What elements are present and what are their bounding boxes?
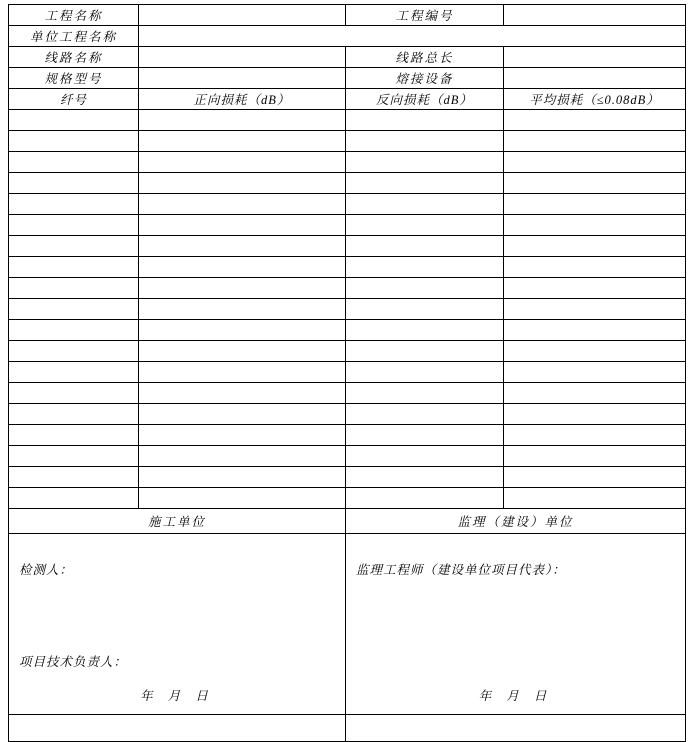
cell-reverse-loss[interactable] xyxy=(346,320,504,341)
label-spec-model: 规格型号 xyxy=(9,68,139,89)
cell-fiber-number[interactable] xyxy=(9,257,139,278)
label-line-name: 线路名称 xyxy=(9,47,139,68)
cell-fiber-number[interactable] xyxy=(9,425,139,446)
cell-forward-loss[interactable] xyxy=(139,236,346,257)
cell-fiber-number[interactable] xyxy=(9,173,139,194)
signature-title-construction-unit: 施工单位 xyxy=(9,509,346,534)
cell-forward-loss[interactable] xyxy=(139,278,346,299)
cell-fiber-number[interactable] xyxy=(9,488,139,509)
table-row xyxy=(9,131,686,152)
label-project-number: 工程编号 xyxy=(346,5,504,26)
field-line-name[interactable] xyxy=(139,47,346,68)
field-project-number[interactable] xyxy=(504,5,686,26)
signature-inner-right xyxy=(346,534,685,714)
cell-reverse-loss[interactable] xyxy=(346,446,504,467)
cell-average-loss[interactable] xyxy=(504,215,686,236)
cell-forward-loss[interactable] xyxy=(139,131,346,152)
table-row xyxy=(9,446,686,467)
cell-average-loss[interactable] xyxy=(504,467,686,488)
cell-average-loss[interactable] xyxy=(504,257,686,278)
cell-average-loss[interactable] xyxy=(504,446,686,467)
label-inspector: 检测人： xyxy=(19,563,74,577)
cell-average-loss[interactable] xyxy=(504,488,686,509)
cell-forward-loss[interactable] xyxy=(139,299,346,320)
cell-reverse-loss[interactable] xyxy=(346,110,504,131)
cell-reverse-loss[interactable] xyxy=(346,425,504,446)
header-forward-loss: 正向损耗（dB） xyxy=(139,89,346,110)
header-average-loss: 平均损耗（≤0.08dB） xyxy=(504,89,686,110)
table-body xyxy=(9,5,686,742)
cell-reverse-loss[interactable] xyxy=(346,467,504,488)
table-row xyxy=(9,404,686,425)
table-row xyxy=(9,215,686,236)
table-row xyxy=(9,257,686,278)
cell-fiber-number[interactable] xyxy=(9,278,139,299)
cell-fiber-number[interactable] xyxy=(9,362,139,383)
cell-average-loss[interactable] xyxy=(504,152,686,173)
date-line-left: 年 月 日 xyxy=(140,689,214,703)
cell-average-loss[interactable] xyxy=(504,131,686,152)
info-row-spec-model xyxy=(9,68,686,89)
cell-reverse-loss[interactable] xyxy=(346,404,504,425)
cell-average-loss[interactable] xyxy=(504,320,686,341)
field-unit-project-name[interactable] xyxy=(139,26,686,47)
table-row xyxy=(9,425,686,446)
cell-fiber-number[interactable] xyxy=(9,404,139,425)
cell-forward-loss[interactable] xyxy=(139,194,346,215)
cell-average-loss[interactable] xyxy=(504,341,686,362)
cell-forward-loss[interactable] xyxy=(139,215,346,236)
cell-average-loss[interactable] xyxy=(504,278,686,299)
signature-block-construction[interactable] xyxy=(9,534,346,715)
cell-fiber-number[interactable] xyxy=(9,341,139,362)
cell-average-loss[interactable] xyxy=(504,404,686,425)
signature-inner-left xyxy=(9,534,345,714)
cell-fiber-number[interactable] xyxy=(9,194,139,215)
header-reverse-loss: 反向损耗（dB） xyxy=(346,89,504,110)
footer-row xyxy=(9,715,686,742)
table-header-row xyxy=(9,89,686,110)
field-spec-model[interactable] xyxy=(139,68,346,89)
cell-reverse-loss[interactable] xyxy=(346,488,504,509)
label-line-length: 线路总长 xyxy=(346,47,504,68)
cell-average-loss[interactable] xyxy=(504,383,686,404)
footer-cell-right xyxy=(346,715,686,742)
label-technical-manager: 项目技术负责人： xyxy=(19,655,128,669)
cell-reverse-loss[interactable] xyxy=(346,278,504,299)
cell-fiber-number[interactable] xyxy=(9,215,139,236)
cell-forward-loss[interactable] xyxy=(139,404,346,425)
cell-reverse-loss[interactable] xyxy=(346,173,504,194)
cell-forward-loss[interactable] xyxy=(139,320,346,341)
table-row xyxy=(9,278,686,299)
signature-body-row xyxy=(9,534,686,715)
table-row xyxy=(9,341,686,362)
cell-fiber-number[interactable] xyxy=(9,383,139,404)
table-row xyxy=(9,362,686,383)
cell-fiber-number[interactable] xyxy=(9,110,139,131)
table-row xyxy=(9,110,686,131)
cell-forward-loss[interactable] xyxy=(139,341,346,362)
table-row xyxy=(9,152,686,173)
cell-fiber-number[interactable] xyxy=(9,320,139,341)
cell-reverse-loss[interactable] xyxy=(346,152,504,173)
table-row xyxy=(9,383,686,404)
cell-reverse-loss[interactable] xyxy=(346,299,504,320)
cell-fiber-number[interactable] xyxy=(9,152,139,173)
cell-forward-loss[interactable] xyxy=(139,425,346,446)
cell-reverse-loss[interactable] xyxy=(346,362,504,383)
cell-fiber-number[interactable] xyxy=(9,299,139,320)
cell-average-loss[interactable] xyxy=(504,110,686,131)
cell-forward-loss[interactable] xyxy=(139,467,346,488)
cell-forward-loss[interactable] xyxy=(139,257,346,278)
table-row xyxy=(9,194,686,215)
info-row-line-name xyxy=(9,47,686,68)
cell-average-loss[interactable] xyxy=(504,362,686,383)
cell-reverse-loss[interactable] xyxy=(346,236,504,257)
label-unit-project-name: 单位工程名称 xyxy=(9,26,139,47)
cell-forward-loss[interactable] xyxy=(139,110,346,131)
cell-forward-loss[interactable] xyxy=(139,446,346,467)
signature-title-row xyxy=(9,509,686,534)
cell-reverse-loss[interactable] xyxy=(346,215,504,236)
cell-reverse-loss[interactable] xyxy=(346,383,504,404)
cell-forward-loss[interactable] xyxy=(139,152,346,173)
cell-forward-loss[interactable] xyxy=(139,173,346,194)
signature-block-supervision[interactable] xyxy=(346,534,686,715)
cell-average-loss[interactable] xyxy=(504,299,686,320)
cell-forward-loss[interactable] xyxy=(139,383,346,404)
cell-fiber-number[interactable] xyxy=(9,467,139,488)
info-row-unit-project-name xyxy=(9,26,686,47)
cell-reverse-loss[interactable] xyxy=(346,341,504,362)
cell-forward-loss[interactable] xyxy=(139,362,346,383)
header-fiber-number: 纤号 xyxy=(9,89,139,110)
cell-average-loss[interactable] xyxy=(504,173,686,194)
signature-title-supervision-unit: 监理（建设）单位 xyxy=(346,509,686,534)
label-supervision-engineer: 监理工程师（建设单位项目代表）： xyxy=(356,563,566,577)
cell-average-loss[interactable] xyxy=(504,236,686,257)
table-row xyxy=(9,236,686,257)
field-line-length[interactable] xyxy=(504,47,686,68)
field-splice-equipment[interactable] xyxy=(504,68,686,89)
table-row xyxy=(9,488,686,509)
label-project-name: 工程名称 xyxy=(9,5,139,26)
footer-cell-left xyxy=(9,715,346,742)
cell-fiber-number[interactable] xyxy=(9,131,139,152)
date-line-right: 年 月 日 xyxy=(478,689,553,703)
cell-reverse-loss[interactable] xyxy=(346,194,504,215)
table-row xyxy=(9,467,686,488)
cell-average-loss[interactable] xyxy=(504,425,686,446)
label-splice-equipment: 熔接设备 xyxy=(346,68,504,89)
cell-fiber-number[interactable] xyxy=(9,446,139,467)
cell-average-loss[interactable] xyxy=(504,194,686,215)
table-row xyxy=(9,173,686,194)
table-row xyxy=(9,320,686,341)
field-project-name[interactable] xyxy=(139,5,346,26)
table-row xyxy=(9,299,686,320)
cell-fiber-number[interactable] xyxy=(9,236,139,257)
fiber-splice-loss-record-table xyxy=(8,4,686,742)
info-row-project-name xyxy=(9,5,686,26)
cell-forward-loss[interactable] xyxy=(139,488,346,509)
cell-reverse-loss[interactable] xyxy=(346,257,504,278)
cell-reverse-loss[interactable] xyxy=(346,131,504,152)
